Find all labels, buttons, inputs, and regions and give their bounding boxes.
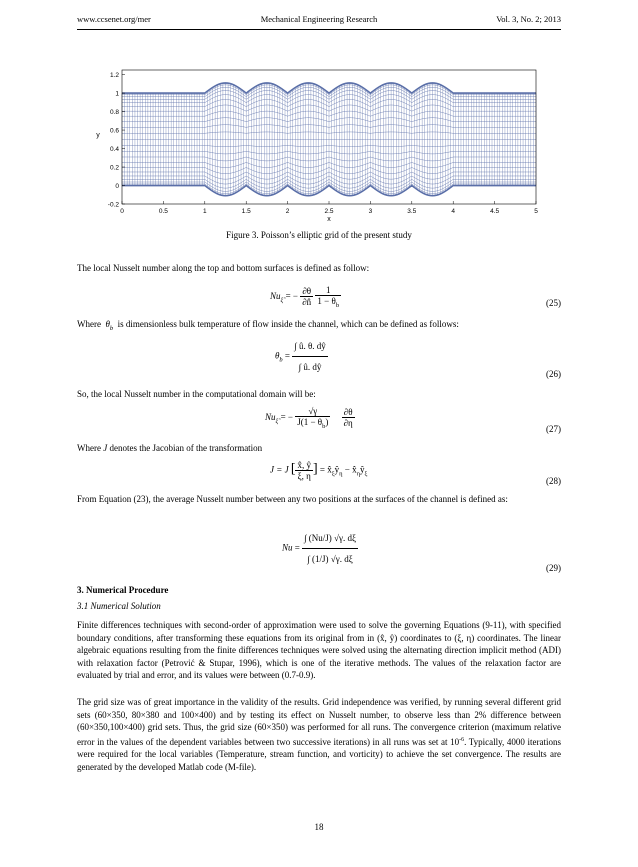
grid-line-horizontal <box>122 185 536 195</box>
y-tick-label: 1.2 <box>109 72 119 80</box>
y-tick-label: 0.4 <box>109 146 119 154</box>
eq28-frac: $\frac{x̂, ŷ}{\xi, \eta}$ <box>297 460 311 481</box>
x-tick-label: 1.5 <box>241 208 251 215</box>
page-number: 18 <box>314 822 324 832</box>
equation-28: J = J [ $\frac{x̂, ŷ}{\xi, \eta}$ ] = $x̂_\xi ŷ_\eta$ − $x̂_\eta ŷ_\xi$ <box>270 460 368 481</box>
eq25-sub: ξ̂ <box>280 296 284 304</box>
eq25-eq: = − <box>285 290 298 301</box>
y-tick-label: -0.2 <box>107 201 119 209</box>
paragraph-jacobian: Where J denotes the Jacobian of the transformation <box>77 443 263 453</box>
equation-number-27: (27) <box>546 424 561 434</box>
eq29-frac: $\frac{\int (Nu/J) √\gamma. d\xi}{\int (1/J) √\gamma. d\xi}$ <box>302 528 358 569</box>
grid-plot <box>88 66 548 224</box>
grid-figure <box>88 66 548 224</box>
x-tick-label: 2.5 <box>324 208 334 215</box>
y-tick-label: 0.2 <box>109 164 119 172</box>
eq27-frac1: $\frac{√\gamma}{J(1 - \theta_b)}$ <box>297 406 329 430</box>
equation-25 <box>270 285 341 309</box>
x-axis-label: x <box>327 216 331 223</box>
eq27-frac2: $\frac{\partial\theta}{\partial\eta}$ <box>343 407 353 429</box>
x-tick-label: 5 <box>534 208 538 215</box>
equation-number-26: (26) <box>546 369 561 379</box>
x-tick-label: 0.5 <box>158 208 168 215</box>
page-header <box>77 14 561 28</box>
paragraph-bulk-temperature: Where $\theta_b$ is dimensionless bulk temperature of flow inside the channel, which can be defined as follows: <box>77 319 459 332</box>
y-tick-label: 0.6 <box>109 127 119 135</box>
header-journal-url[interactable]: www.ccsenet.org/mer <box>77 14 151 24</box>
x-tick-label: 2 <box>285 208 290 215</box>
equation-number-28: (28) <box>546 476 561 486</box>
eq25-frac2: $\frac{1}{1 - \theta_b}$ <box>317 285 340 309</box>
header-journal-name: Mechanical Engineering Research <box>260 14 378 24</box>
equation-26: $\theta_b$ = $\frac{\int û. \theta. dŷ}{\int û. dŷ}$ <box>275 336 328 377</box>
grid-line-horizontal <box>122 186 536 196</box>
paragraph-average-nusselt: From Equation (23), the average Nusselt number between any two positions at the surfaces of the channel is defined as: <box>77 494 508 504</box>
header-volume: Vol. 3, No. 2; 2013 <box>496 14 561 24</box>
y-axis-label: y <box>96 132 100 139</box>
figure-caption: Figure 3. Poisson’s elliptic grid of the present study <box>226 230 412 240</box>
x-tick-label: 4.5 <box>490 208 500 215</box>
equation-number-25: (25) <box>546 298 561 308</box>
y-tick-label: 0 <box>115 183 119 191</box>
equation-27: $Nu_{\xî}$ = − $\frac{√\gamma}{J(1 - \theta_b)}$ $\frac{\partial\theta}{\partial\eta}$ <box>265 406 353 430</box>
paragraph-intro-nusselt: The local Nusselt number along the top and bottom surfaces is defined as follow: <box>77 263 370 273</box>
y-tick-label: 1 <box>115 90 119 98</box>
section-heading-numerical-procedure: 3. Numerical Procedure <box>77 585 169 595</box>
eq26-frac: $\frac{\int û. \theta. dŷ}{\int û. dŷ}$ <box>292 336 328 377</box>
x-tick-label: 1 <box>202 208 207 215</box>
grid-line-horizontal <box>122 83 536 93</box>
x-tick-label: 3.5 <box>407 208 417 215</box>
header-rule <box>77 29 561 30</box>
subsection-heading-numerical-solution: 3.1 Numerical Solution <box>77 601 161 611</box>
paragraph-grid-independence: The grid size was of great importance in the validity of the results. Grid independence was verified, by running several different grid sets (60×350, 80×380 and 100×400) and by testing its effect on Nusselt number, to observe less than 2% difference between (60×350,100×400) grid sets. Thus, the grid size (60×350) was performed for all runs. The convergence criterion (maximum relative error in the values of the dependent variables between two successive iterations) in all runs was set at $10^{-6}$. Typically, 4000 iterations were required for the local variables (Temperature, stream function, and vorticity) to achieve the set convergence. The results are generated by the developed Matlab code (M-file). <box>77 697 561 772</box>
paragraph-computational-nusselt: So, the local Nusselt number in the computational domain will be: <box>77 389 316 399</box>
eq25-lhs: Nu <box>270 290 281 301</box>
paragraph-numerical-solution: Finite differences techniques with second-order of approximation were used to solve the governing Equations (9-11), with specified boundary conditions, after transforming these equations from its original from in (x̂, ŷ) coordinates to (ξ, η) coordinates. The linear algebraic equations resulting from the finite differences techniques were solved using the alternating direction implicit method (ADI) with relaxation factor (Petrović & Stupar, 1996), which is one of the iterative methods. The values of the relaxation factor are evaluated by trial and error, and its values were between (0.7-0.9). <box>77 620 561 681</box>
x-tick-label: 3 <box>368 208 373 215</box>
equation-29: Nu = $\frac{\int (Nu/J) √\gamma. d\xi}{\int (1/J) √\gamma. d\xi}$ <box>282 528 358 569</box>
equation-number-29: (29) <box>546 563 561 573</box>
y-tick-label: 0.8 <box>109 109 119 117</box>
x-tick-label: 4 <box>451 208 456 215</box>
grid-line-horizontal <box>122 83 536 93</box>
eq25-frac1: $\frac{\partial\theta}{\partial n̂}$ <box>302 286 312 308</box>
x-tick-label: 0 <box>120 208 124 215</box>
